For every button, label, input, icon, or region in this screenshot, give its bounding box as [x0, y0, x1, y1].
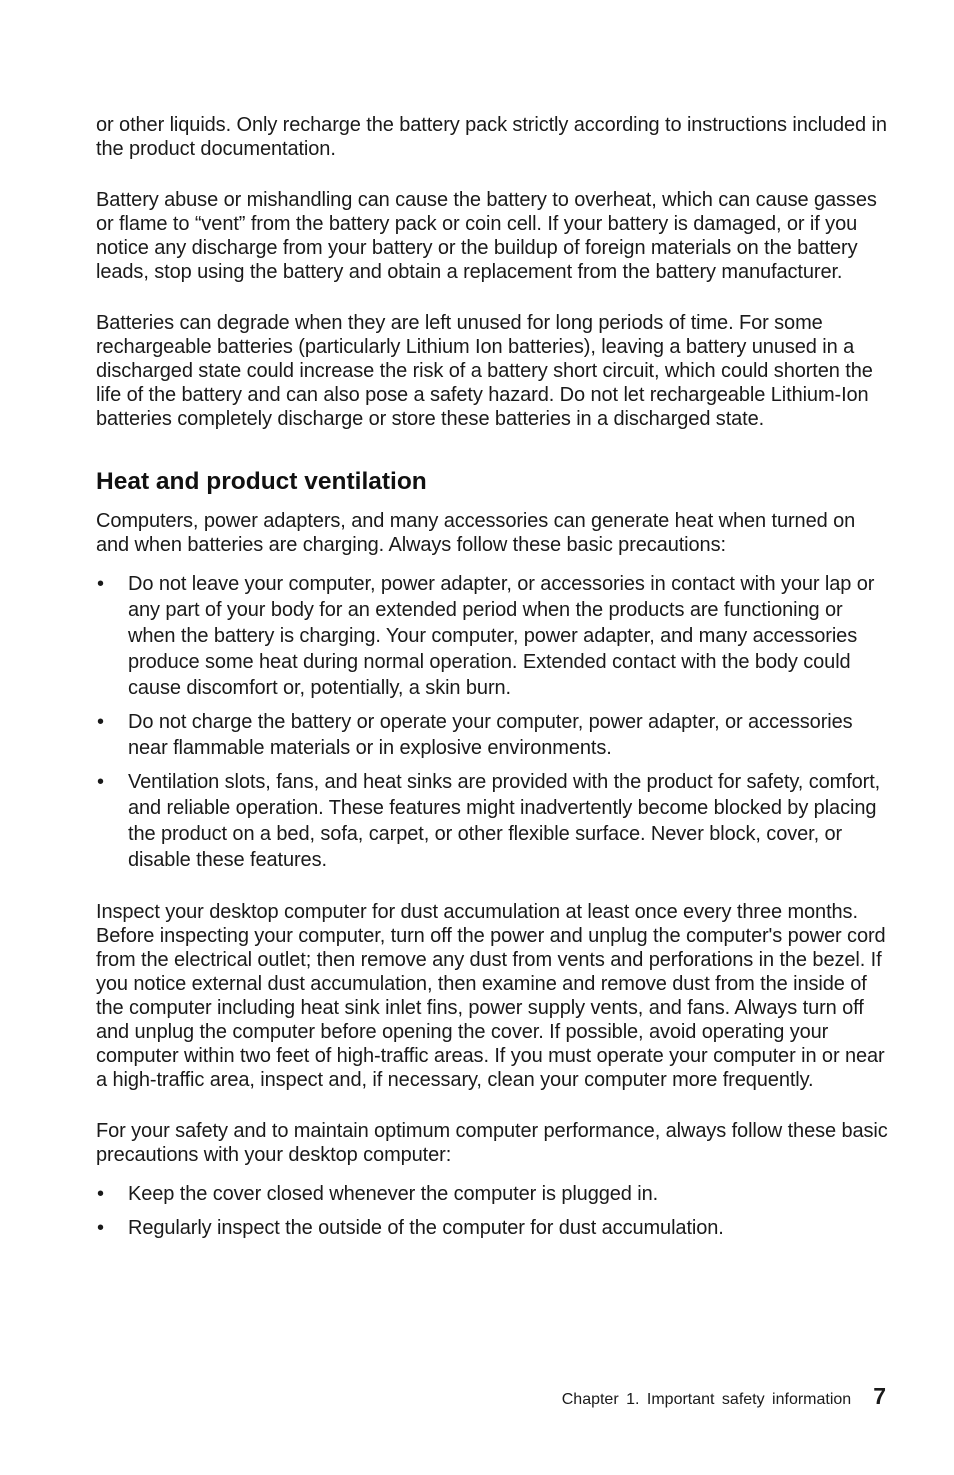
precautions-list — [96, 571, 892, 873]
bullet-icon: • — [97, 1183, 104, 1205]
paragraph-liquids: or other liquids. Only recharge the battery pack strictly according to instructions included in the product documentation. — [96, 114, 887, 160]
bullet-icon: • — [97, 1217, 104, 1239]
safety-list — [96, 1181, 892, 1241]
list-item — [96, 709, 892, 761]
paragraph-battery-degrade: Batteries can degrade when they are left unused for long periods of time. For some rechargeable batteries (particularly Lithium Ion batteries), leaving a battery unused in a discharged state could increase the risk of a battery short circuit, which could shorten the life of the battery and can also pose a safety hazard. Do not let rechargeable Lithium-Ion batteries completely discharge or store these batteries in a discharged state. — [96, 312, 873, 430]
bullet-icon: • — [97, 711, 104, 733]
list-item — [96, 1215, 892, 1241]
paragraph-safety-precautions: For your safety and to maintain optimum computer performance, always follow these basic precautions with your desktop computer: — [96, 1120, 888, 1166]
page-number: 7 — [873, 1383, 886, 1409]
list-item-text: Ventilation slots, fans, and heat sinks are provided with the product for safety, comfort, and reliable operation. These features might inadvertently become blocked by placing the product on a bed, sofa, carpet, or other flexible surface. Never block, cover, or disable these features. — [128, 771, 881, 871]
paragraph-battery-abuse: Battery abuse or mishandling can cause the battery to overheat, which can cause gasses or flame to “vent” from the battery pack or coin cell. If your battery is damaged, or if you notice any discharge from your battery or the buildup of foreign materials on the battery leads, stop using the battery and obtain a replacement from the battery manufacturer. — [96, 189, 877, 283]
list-item — [96, 769, 892, 873]
list-item-text: Do not charge the battery or operate your computer, power adapter, or accessories near flammable materials or in explosive environments. — [128, 711, 853, 759]
bullet-icon: • — [97, 771, 104, 793]
chapter-title: Chapter 1. Important safety information — [561, 1391, 852, 1408]
page-footer — [96, 1383, 886, 1410]
list-item-text: Keep the cover closed whenever the computer is plugged in. — [128, 1183, 659, 1205]
list-item — [96, 1181, 892, 1207]
list-item-text: Regularly inspect the outside of the computer for dust accumulation. — [128, 1217, 724, 1239]
list-item — [96, 571, 892, 701]
paragraph-inspect-dust: Inspect your desktop computer for dust accumulation at least once every three months. Before inspecting your computer, turn off the power and unplug the computer's power cord from the electrical outlet; then remove any dust from vents and perforations in the bezel. If you notice external dust accumulation, then examine and remove dust from the inside of the computer including heat sink inlet fins, power supply vents, and fans. Always turn off and unplug the computer before opening the cover. If possible, avoid operating your computer within two feet of high-traffic areas. If you must operate your computer in or near a high-traffic area, inspect and, if necessary, clean your computer more frequently. — [96, 901, 886, 1091]
section-intro: Computers, power adapters, and many accessories can generate heat when turned on and when batteries are charging. Always follow these basic precautions: — [96, 510, 856, 556]
section-heading: Heat and product ventilation — [96, 468, 427, 495]
list-item-text: Do not leave your computer, power adapter, or accessories in contact with your lap or any part of your body for an extended period when the products are functioning or when the battery is charging. Your computer, power adapter, and many accessories produce some heat during normal operation. Extended contact with the body could cause discomfort or, potentially, a skin burn. — [128, 573, 875, 699]
bullet-icon: • — [97, 573, 104, 595]
page-content — [96, 113, 892, 1268]
